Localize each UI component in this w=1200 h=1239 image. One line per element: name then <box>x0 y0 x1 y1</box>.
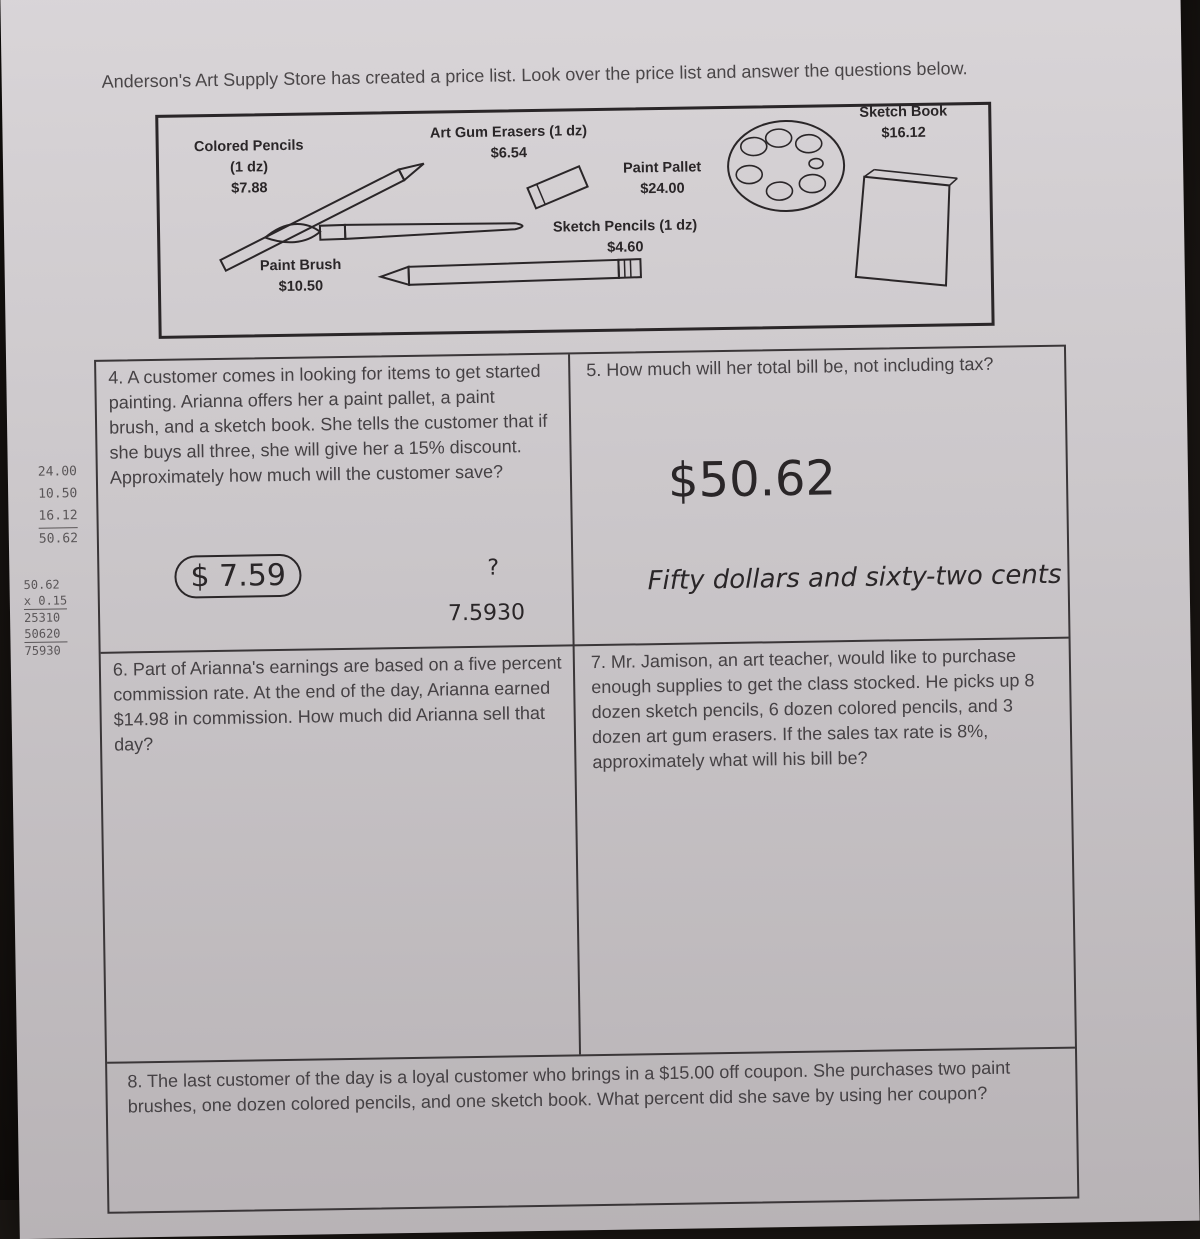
q4-question-mark: ? <box>487 555 500 581</box>
question-grid <box>94 345 1079 1214</box>
paint-pallet-icon <box>723 115 850 217</box>
q5-handwritten-answer: $50.62 <box>667 450 837 509</box>
sketch-book-label <box>848 101 959 145</box>
margin-mult-line-2: x 0.15 <box>23 593 68 609</box>
art-gum-erasers-label <box>413 121 604 166</box>
colored-pencils-price: $7.88 <box>231 180 268 197</box>
art-gum-erasers-name: Art Gum Erasers (1 dz) <box>429 123 588 142</box>
intro-text: Anderson's Art Supply Store has created a price list. Look over the price list and answer the questions below. <box>101 58 968 92</box>
paint-pallet-name: Paint Pallet <box>622 159 702 177</box>
question-6: 6. Part of Arianna's earnings are based on a five percent commission rate. At the end of the day, Arianna earned $14.98 in commission. How much did Arianna sell that day? <box>112 652 562 755</box>
sketch-pencils-label <box>545 215 706 260</box>
margin-sum-line-4: 50.62 <box>39 527 78 551</box>
paint-pallet-label <box>607 157 718 201</box>
margin-sum-line-2: 10.50 <box>38 486 78 502</box>
grid-divider-vertical <box>568 354 581 1054</box>
question-7: 7. Mr. Jamison, an art teacher, would like to purchase enough supplies to get the class stocked. He picks up 8 dozen sketch pencils, 6 dozen colored pencils, and 3 dozen art gum erasers. If the sales tax rate is 8%, approximately what will his bill be? <box>590 645 1035 773</box>
paint-brush-price: $10.50 <box>278 278 324 295</box>
margin-mult-calc <box>23 576 68 659</box>
art-gum-erasers-price: $6.54 <box>490 145 528 162</box>
paint-brush-name: Paint Brush <box>259 257 342 275</box>
margin-sum-line-3: 16.12 <box>38 508 78 524</box>
question-4: 4. A customer comes in looking for items to get started painting. Arianna offers her a paint pallet, a paint brush, and a sketch book. She tells the customer that if she buys all three, she will give her a 15% discount. Approximately how much will the customer save? <box>108 360 548 488</box>
paint-brush-icon <box>265 207 536 251</box>
paint-brush-label <box>235 255 366 299</box>
sketch-book-price: $16.12 <box>881 124 926 142</box>
margin-mult-line-5: 75930 <box>24 641 68 659</box>
q4-handwritten-product: 7.5930 <box>447 600 526 627</box>
paint-pallet-price: $24.00 <box>640 180 685 198</box>
eraser-icon <box>519 161 600 212</box>
margin-sum-calc <box>38 461 79 551</box>
sketch-pencils-name: Sketch Pencils (1 dz) <box>552 217 698 236</box>
sketch-pencils-price: $4.60 <box>607 239 644 256</box>
price-list-box <box>155 102 994 339</box>
colored-pencils-name: Colored Pencils (1 dz) <box>193 137 304 176</box>
q5-handwritten-words: Fifty dollars and sixty-two cents <box>647 559 1062 597</box>
sketch-pencil-icon <box>381 255 651 289</box>
sketch-book-name: Sketch Book <box>859 103 948 121</box>
q4-handwritten-answer: $ 7.59 <box>174 554 302 599</box>
question-5: 5. How much will her total bill be, not including tax? <box>586 353 994 381</box>
margin-sum-line-1: 24.00 <box>37 464 78 480</box>
sketch-book-icon <box>849 150 971 292</box>
margin-mult-line-1: 50.62 <box>23 577 60 593</box>
question-8: 8. The last customer of the day is a loyal customer who brings in a $15.00 off coupon. She purchases two paint brushes, one dozen colored pencils, and one sketch book. What percent did she save by using her coupon? <box>127 1057 1011 1117</box>
margin-mult-line-3: 25310 <box>24 608 68 626</box>
margin-mult-line-4: 50620 <box>24 626 61 642</box>
